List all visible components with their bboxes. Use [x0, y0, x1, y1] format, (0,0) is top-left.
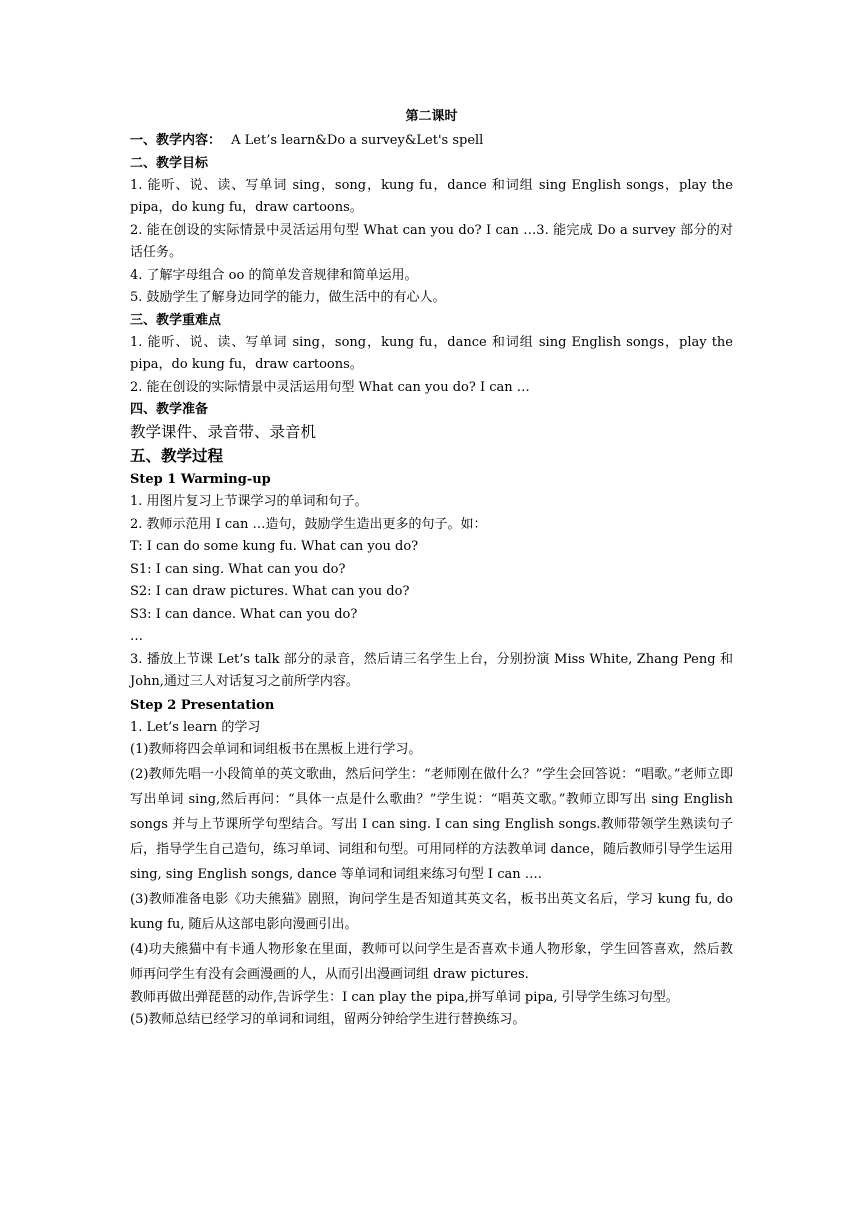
- step-2-line: (1)教师将四会单词和词组板书在黑板上进行学习。: [130, 742, 422, 757]
- section-4-heading: 四、教学准备: [130, 402, 209, 417]
- step-1-line: S2: I can draw pictures. What can you do?: [130, 584, 410, 599]
- section-1: [130, 130, 733, 153]
- step-1-line: S1: I can sing. What can you do?: [130, 561, 346, 577]
- section-1-content: A Let’s learn&Do a survey&Let's spell: [231, 133, 484, 148]
- step-1-line: 3. 播放上节课 Let’s talk 部分的录音，然后请三名学生上台，分别扮演 Miss White, Zhang Peng 和 John,通过三人对话复习之前所学内容。: [130, 651, 733, 689]
- section-2-paragraph: 2. 能在创设的实际情景中灵活运用句型 What can you do? I can …3. 能完成 Do a survey 部分的对话任务。: [130, 222, 733, 260]
- section-4-content: 教学课件、录音带、录音机: [130, 423, 317, 441]
- step-1-line: …: [130, 629, 143, 644]
- section-3-paragraph: 2. 能在创设的实际情景中灵活运用句型 What can you do? I can …: [130, 379, 530, 395]
- step-2-line: 教师再做出弹琵琶的动作,告诉学生：I can play the pipa,拼写单词 pipa, 引导学生练习句型。: [130, 989, 679, 1005]
- step-2-heading: Step 2 Presentation: [130, 697, 275, 713]
- step-1-line: S3: I can dance. What can you do?: [130, 606, 358, 622]
- section-2-paragraph: 5. 鼓励学生了解身边同学的能力，做生活中的有心人。: [130, 290, 446, 305]
- step-2-line: 1. Let’s learn 的学习: [130, 719, 261, 735]
- section-1-heading: 一、教学内容：: [130, 133, 222, 148]
- page-title: 第二课时: [405, 109, 458, 124]
- section-2-paragraph: 1. 能听、说、读、写单词 sing，song，kung fu，dance 和词组 sing English songs，play the pipa，do kung fu，draw cartoons。: [130, 177, 733, 215]
- step-1-line: 2. 教师示范用 I can …造句，鼓励学生造出更多的句子。如：: [130, 516, 487, 532]
- step-2-line: (4)功夫熊猫中有卡通人物形象在里面，教师可以问学生是否喜欢卡通人物形象，学生回答喜欢，然后教师再问学生有没有会画漫画的人，从而引出漫画词组 draw pictures.: [130, 941, 733, 982]
- document-page: [130, 104, 733, 1032]
- section-2-heading: 二、教学目标: [130, 155, 209, 171]
- step-1-line: T: I can do some kung fu. What can you do?: [130, 539, 419, 554]
- section-5-heading: 五、教学过程: [130, 446, 224, 465]
- section-3-heading: 三、教学重难点: [130, 312, 222, 328]
- step-2-line: (3)教师准备电影《功夫熊猫》剧照，询问学生是否知道其英文名，板书出英文名后，学习 kung fu, do kung fu, 随后从这部电影向漫画引出。: [130, 891, 733, 932]
- step-2-line: (2)教师先唱一小段简单的英文歌曲，然后问学生：“老师刚在做什么？”学生会回答说：“唱歌。”老师立即写出单词 sing,然后再问：“具体一点是什么歌曲？”学生说：“唱英文歌。”教师立即写出 sing English songs 并与上节课所学句型结合。写出 I can sing. I can sing English songs.教师带领学生熟读句子后，指导学生自己造句，练习单词、词组和句型。可用同样的方法教单词 dance，随后教师引导学生运用 sing, sing English songs, dance 等单词和词组来练习句型 I can ….: [130, 766, 733, 882]
- section-2-paragraph: 4. 了解字母组合 oo 的简单发音规律和简单运用。: [130, 267, 418, 283]
- step-1-heading: Step 1 Warming-up: [130, 472, 271, 487]
- step-2-line: (5)教师总结已经学习的单词和词组，留两分钟给学生进行替换练习。: [130, 1012, 526, 1027]
- section-3-paragraph: 1. 能听、说、读、写单词 sing，song，kung fu，dance 和词组 sing English songs，play the pipa，do kung fu，draw cartoons。: [130, 334, 733, 372]
- step-1-line: 1. 用图片复习上节课学习的单词和句子。: [130, 494, 368, 509]
